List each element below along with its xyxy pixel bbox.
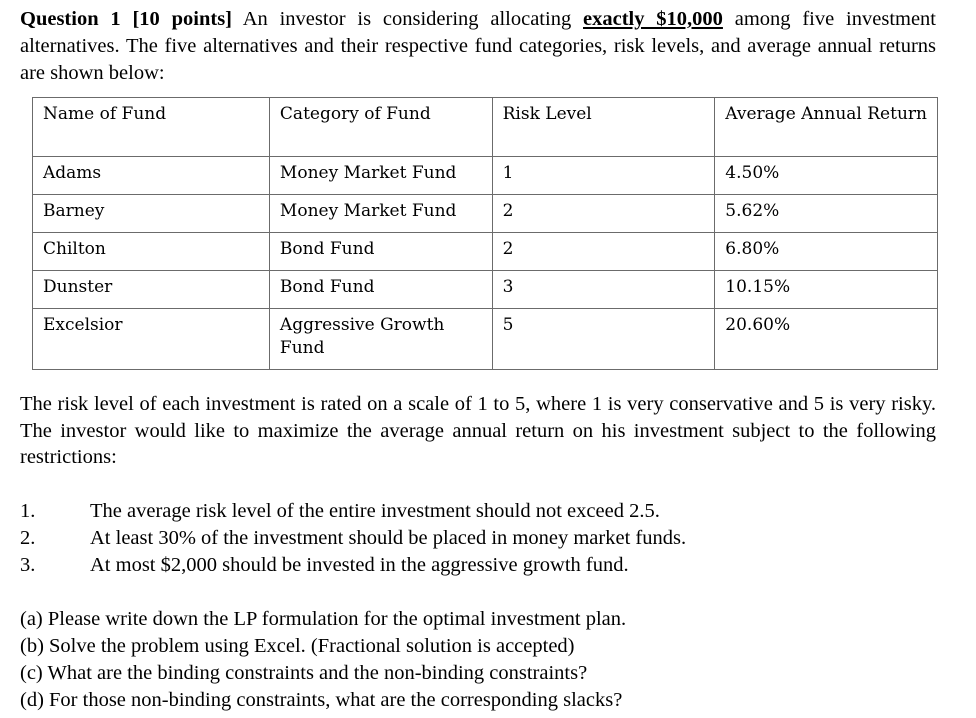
fund-risk: 3 [492,271,715,309]
question-part: (c) What are the binding constraints and the non-binding constraints? [20,662,588,684]
question-part: (b) Solve the problem using Excel. (Fractional solution is accepted) [20,635,575,657]
fund-return: 5.62% [715,195,938,233]
fund-category: Bond Fund [269,233,492,271]
fund-name: Barney [33,195,270,233]
fund-return: 10.15% [715,271,938,309]
fund-risk: 2 [492,233,715,271]
table-row [33,233,938,271]
question-emphasis: exactly $10,000 [583,8,723,30]
fund-risk: 5 [492,309,715,370]
list-item [20,498,936,525]
restriction-number: 2. [20,527,36,549]
restriction-text: At least 30% of the investment should be placed in money market funds. [90,527,687,549]
funds-table [32,97,938,370]
question-part: (a) Please write down the LP formulation for the optimal investment plan. [20,608,627,630]
list-item [20,552,936,579]
question-part: (d) For those non-binding constraints, what are the corresponding slacks? [20,689,623,711]
fund-name: Excelsior [33,309,270,370]
restriction-number: 1. [20,500,36,522]
fund-name: Adams [33,157,270,195]
fund-return: 20.60% [715,309,938,370]
fund-category: Bond Fund [269,271,492,309]
fund-risk: 1 [492,157,715,195]
question-text-after: among five investment alternatives. The five alternatives and their respective fund categories, risk levels, and average annual returns are shown below: [20,8,936,84]
fund-risk: 2 [492,195,715,233]
table-header-row [33,98,938,157]
question-parts-list [20,606,936,714]
fund-name: Chilton [33,233,270,271]
fund-return: 6.80% [715,233,938,271]
risk-paragraph: The risk level of each investment is rated on a scale of 1 to 5, where 1 is very conservative and 5 is very risky. The investor would like to maximize the average annual return on his investment subject to the following restrictions: [20,393,936,468]
restriction-text: At most $2,000 should be invested in the aggressive growth fund. [90,554,629,576]
fund-name: Dunster [33,271,270,309]
question-text-before: An investor is considering allocating [232,8,584,30]
table-row [33,195,938,233]
header-category: Category of Fund [269,98,492,157]
list-item [20,525,936,552]
fund-return: 4.50% [715,157,938,195]
question-label: Question 1 [20,8,121,30]
document-page [20,6,936,711]
question-points: [10 points] [132,8,233,30]
fund-category: Money Market Fund [269,157,492,195]
table-row [33,309,938,370]
header-name: Name of Fund [33,98,270,157]
fund-category: Aggressive Growth Fund [269,309,492,370]
restrictions-list [20,498,936,579]
table-row [33,157,938,195]
table-row [33,271,938,309]
question-intro [20,6,936,87]
restriction-text: The average risk level of the entire investment should not exceed 2.5. [90,500,660,522]
restriction-number: 3. [20,554,36,576]
header-risk: Risk Level [492,98,715,157]
fund-category: Money Market Fund [269,195,492,233]
header-return: Average Annual Return [715,98,938,157]
